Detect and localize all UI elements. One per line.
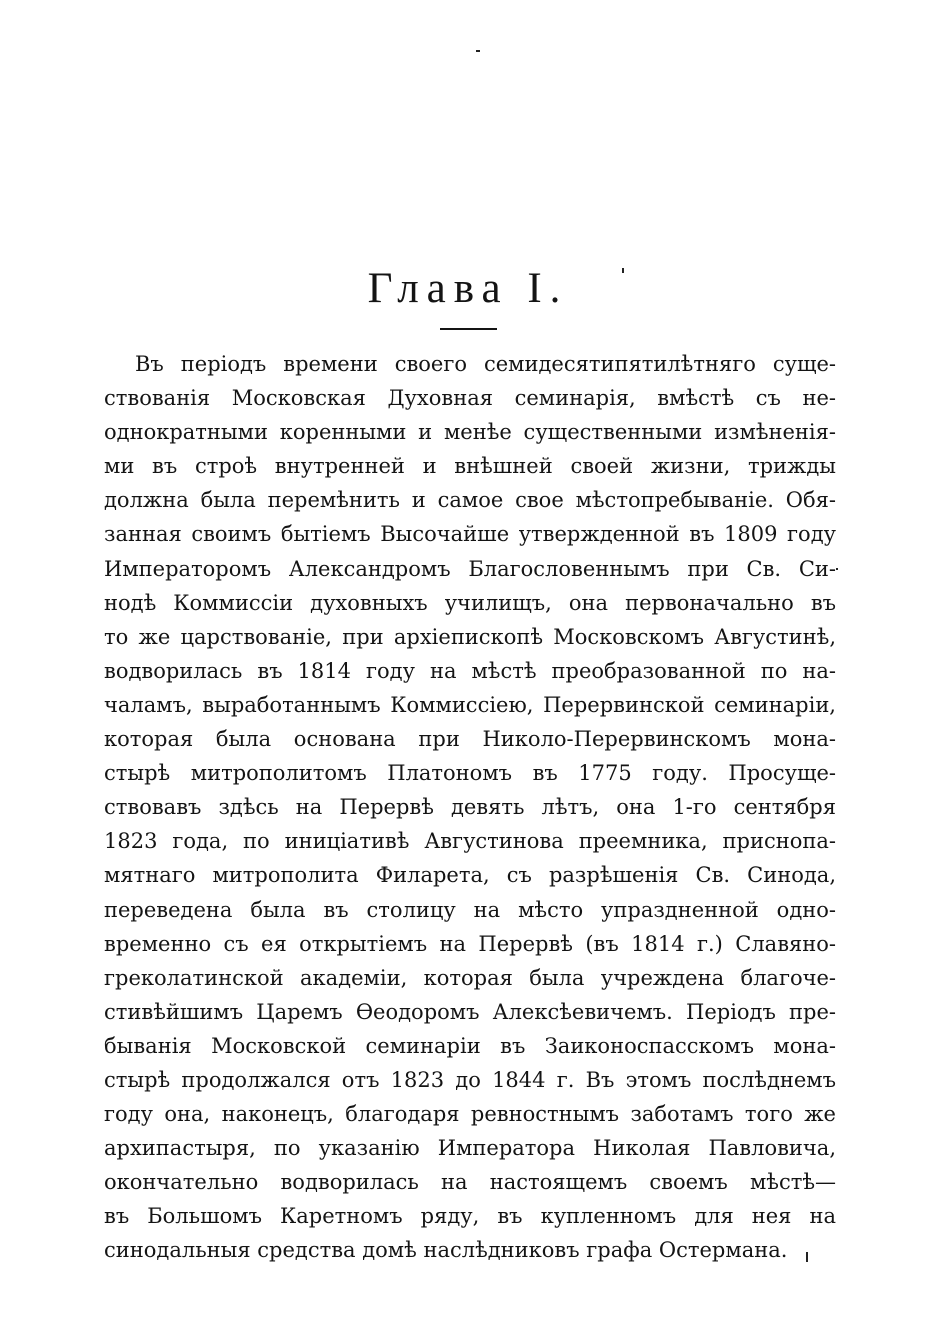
text-line: переведена была въ столицу на мѣсто упраздненной одно-: [104, 897, 836, 922]
text-line: греколатинской академіи, которая была учреждена благоче-: [104, 965, 836, 990]
title-rule: [440, 328, 497, 330]
text-line: ствованія Московская Духовная семинарія, вмѣстѣ съ не-: [104, 386, 836, 411]
text-line: архипастыря, по указанію Императора Николая Павловича,: [104, 1136, 836, 1161]
text-line: которая была основана при Николо-Перервинскомъ мона-: [104, 727, 836, 752]
text-line: то же царствованіе, при архіепископѣ Московскомъ Августинѣ,: [104, 624, 836, 649]
text-line: стырѣ митрополитомъ Платономъ въ 1775 году. Просуще-: [104, 761, 836, 786]
text-line: въ Большомъ Каретномъ ряду, въ купленномъ для нея на: [104, 1204, 836, 1229]
print-speck-top: [476, 50, 480, 52]
text-line: стивѣйшимъ Царемъ Ѳеодоромъ Алексѣевичемъ. Періодъ пре-: [104, 999, 836, 1024]
text-line: временно съ ея открытіемъ на Перервѣ (въ 1814 г.) Славяно-: [104, 931, 836, 956]
text-line: быванія Московской семинаріи въ Заиконоспасскомъ мона-: [104, 1033, 836, 1058]
text-line: водворилась въ 1814 году на мѣстѣ преобразованной по на-: [104, 658, 836, 683]
chapter-body: [104, 347, 836, 1268]
text-line: стырѣ продолжался отъ 1823 до 1844 г. Въ этомъ послѣднемъ: [104, 1067, 836, 1092]
text-line: окончательно водворилась на настоящемъ своемъ мѣстѣ—: [104, 1170, 836, 1195]
text-line: мятнаго митрополита Филарета, съ разрѣшенія Св. Синода,: [104, 863, 836, 888]
text-line: году она, наконецъ, благодаря ревностнымъ заботамъ того же: [104, 1102, 836, 1127]
text-line: синодальныя средства домѣ наслѣдниковъ графа Остермана.: [104, 1238, 788, 1263]
text-line: однократными коренными и менѣе существенными измѣненія-: [104, 420, 836, 445]
chapter-title: Глава I.: [367, 265, 569, 312]
text-line: ми въ строѣ внутренней и внѣшней своей жизни, трижды: [104, 454, 836, 479]
text-line: чаламъ, выработаннымъ Коммиссіею, Перервинской семинаріи,: [104, 692, 836, 717]
text-line: занная своимъ бытіемъ Высочайше утвержденной въ 1809 году: [104, 522, 836, 547]
text-line: Въ періодъ времени своего семидесятипятилѣтняго суще-: [135, 352, 836, 376]
print-speck-margin: [836, 568, 838, 570]
text-line: нодѣ Коммиссіи духовныхъ училищъ, она первоначально въ: [104, 590, 836, 615]
text-line: должна была перемѣнить и самое свое мѣстопребываніе. Обя-: [104, 488, 836, 513]
text-line: ствовавъ здѣсь на Перервѣ девять лѣтъ, она 1-го сентября: [104, 795, 836, 820]
text-line: 1823 года, по иниціативѣ Августинова преемника, приснопа-: [104, 829, 836, 854]
print-speck-bottom: [806, 1252, 808, 1262]
text-line: Императоромъ Александромъ Благословеннымъ при Св. Си-: [104, 556, 836, 581]
